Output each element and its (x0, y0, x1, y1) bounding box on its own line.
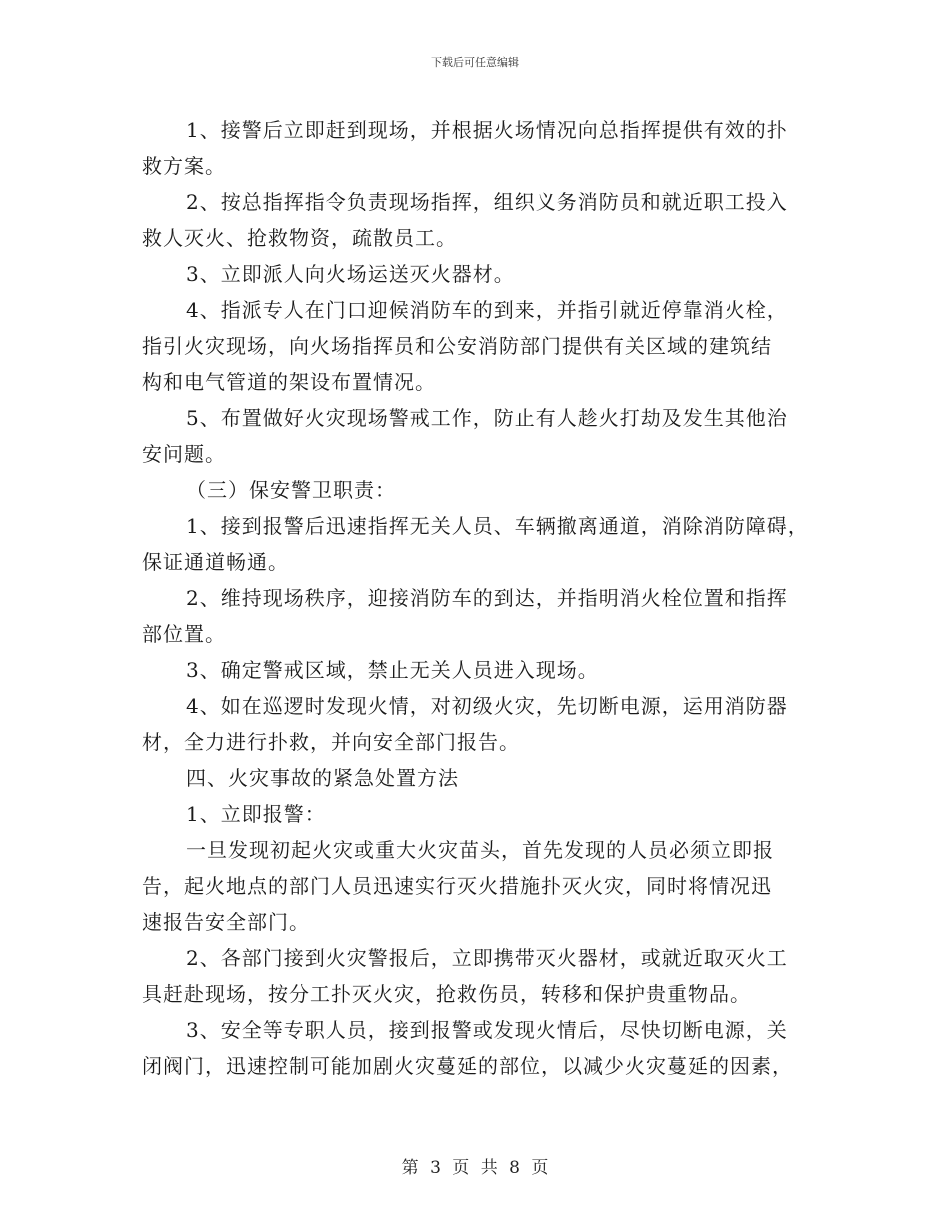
text-line: 保证通道畅通。 (142, 550, 289, 574)
text-line: 1、接警后立即赶到现场，并根据火场情况向总指挥提供有效的扑 (186, 118, 788, 142)
text-line: 一旦发现初起火灾或重大火灾苗头，首先发现的人员必须立即报 (186, 838, 774, 862)
text-line: 材，全力进行扑救，并向安全部门报告。 (142, 730, 520, 754)
text-line: 5、布置做好火灾现场警戒工作，防止有人趁火打劫及发生其他治 (186, 406, 788, 430)
text-line: 救人灭火、抢救物资，疏散员工。 (142, 226, 457, 250)
text-line: 1、立即报警： (186, 802, 326, 826)
page-footer: 第 3 页 共 8 页 (401, 1158, 549, 1178)
text-line: 部位置。 (142, 622, 226, 646)
text-line: 2、维持现场秩序，迎接消防车的到达，并指明消火栓位置和指挥 (186, 586, 788, 610)
text-line: 2、各部门接到火灾警报后，立即携带灭火器材，或就近取灭火工 (186, 946, 788, 970)
text-line: 4、如在巡逻时发现火情，对初级火灾，先切断电源，运用消防器 (186, 694, 788, 718)
text-line: 救方案。 (142, 154, 226, 178)
text-line: 1、接到报警后迅速指挥无关人员、车辆撤离通道，消除消防障碍， (186, 514, 809, 538)
document-body (142, 112, 810, 1084)
text-line: 3、立即派人向火场运送灭火器材。 (186, 262, 515, 286)
text-line: 速报告安全部门。 (142, 910, 310, 934)
section-heading: 四、火灾事故的紧急处置方法 (186, 766, 459, 790)
page-header: 下载后可任意编辑 (431, 56, 519, 69)
section-heading: （三）保安警卫职责： (186, 478, 396, 502)
text-line: 安问题。 (142, 442, 226, 466)
text-line: 4、指派专人在门口迎候消防车的到来，并指引就近停靠消火栓， (186, 298, 788, 322)
text-line: 3、确定警戒区域，禁止无关人员进入现场。 (186, 658, 599, 682)
text-line: 闭阀门，迅速控制可能加剧火灾蔓延的部位，以减少火灾蔓延的因素， (142, 1054, 793, 1078)
text-line: 指引火灾现场，向火场指挥员和公安消防部门提供有关区域的建筑结 (142, 334, 772, 358)
text-line: 2、按总指挥指令负责现场指挥，组织义务消防员和就近职工投入 (186, 190, 788, 214)
text-line: 具赶赴现场，按分工扑灭火灾，抢救伤员，转移和保护贵重物品。 (142, 982, 751, 1006)
text-line: 构和电气管道的架设布置情况。 (142, 370, 436, 394)
text-line: 3、安全等专职人员，接到报警或发现火情后，尽快切断电源，关 (186, 1018, 788, 1042)
text-line: 告，起火地点的部门人员迅速实行灭火措施扑灭火灾，同时将情况迅 (142, 874, 772, 898)
